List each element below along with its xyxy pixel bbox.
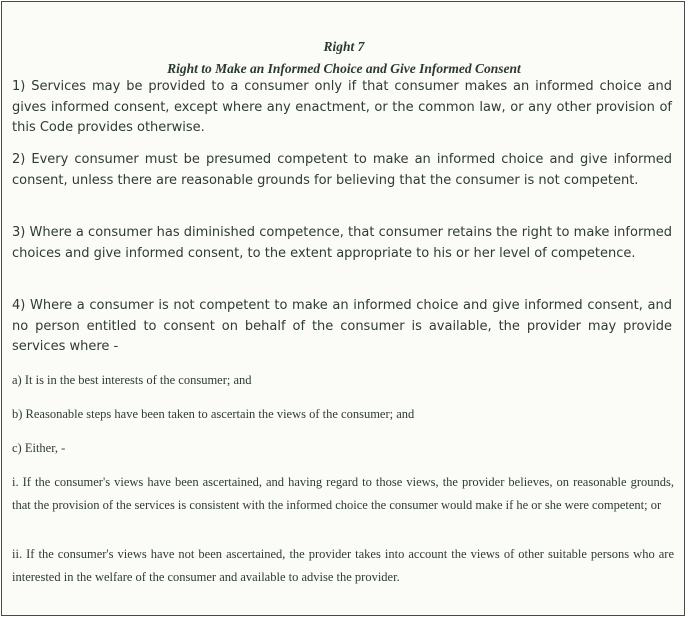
paragraph-4: 4) Where a consumer is not competent to make an informed choice and give informed consent, and no person entitled to consent on behalf of the consumer is available, the provider may provide services where -: [12, 298, 672, 354]
subclause-c: c) Either, -: [12, 441, 66, 455]
subclause-b: b) Reasonable steps have been taken to ascertain the views of the consumer; and: [12, 407, 415, 421]
paragraph-2: 2) Every consumer must be presumed competent to make an informed choice and give informed consent, unless there are reasonable grounds for believing that the consumer is not competent.: [12, 152, 672, 188]
paragraph-1: 1) Services may be provided to a consumer only if that consumer makes an informed choice and gives informed consent, except where any enactment, or the common law, or any other provision of this Code provides otherwise.: [12, 79, 672, 135]
subclause-ii: ii. If the consumer's views have not been ascertained, the provider takes into account the views of other suitable persons who are interested in the welfare of the consumer and available to advise the provider.: [12, 547, 674, 584]
subclause-a: a) It is in the best interests of the consumer; and: [12, 373, 252, 387]
right-subtitle: Right to Make an Informed Choice and Give Informed Consent: [167, 61, 521, 76]
subclause-i: i. If the consumer's views have been ascertained, and having regard to those views, the provider believes, on reasonable grounds, that the provision of the services is consistent with the informed choice the consumer would make if he or she were competent; or: [12, 475, 674, 512]
paragraph-3: 3) Where a consumer has diminished competence, that consumer retains the right to make informed choices and give informed consent, to the extent appropriate to his or her level of competence.: [12, 225, 672, 261]
right-title: Right 7: [323, 39, 365, 54]
